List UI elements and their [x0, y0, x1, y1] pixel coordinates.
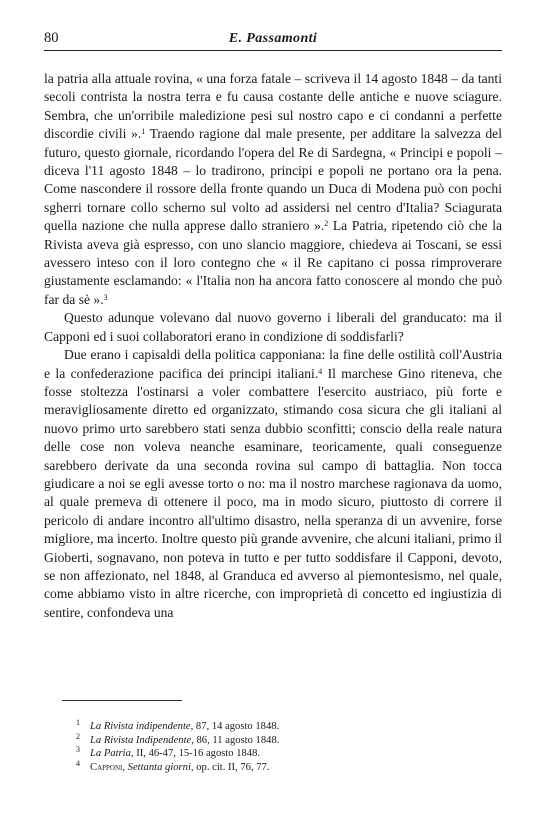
footnote: $^1$ La Rivista indipendente, 87, 14 agosto 1848.	[76, 718, 280, 732]
paragraph-text: Traendo ragione dal male presente, per additare la salvezza del futuro, questo giornale, ricordando l'opera del Re di Sardegna, « Principi e popoli – diceva l'11 agosto 1848 – lo tradirono, principi e popoli ne portano ora la pena. Come nascondere il rossore della fronte quando un Duca di Modena può con pochi sgherri tornare collo scherno sul volto ad assidersi nel centro d'Italia? Sciagurata quella nazione che nulla apprese dallo straniero ».	[44, 126, 502, 234]
paragraph-text: Questo adunque volevano dal nuovo governo i liberali del granducato: ma il Capponi ed i suoi collaboratori erano in condizione di soddisfarli?	[44, 310, 502, 344]
footnote-text: 87, 14 agosto 1848.	[193, 721, 280, 732]
paragraph	[44, 346, 502, 622]
running-head-author: E. Passamonti	[228, 31, 318, 46]
footnote-ref: 2	[324, 219, 329, 229]
footnote-title: La Rivista Indipendente,	[90, 734, 194, 746]
footnote-title: La Patria,	[90, 748, 134, 760]
footnotes	[76, 720, 496, 774]
paragraph	[44, 309, 502, 346]
footnote-text: 86, 11 agosto 1848.	[193, 734, 280, 746]
footnote-author: Capponi,	[90, 761, 125, 773]
running-header	[44, 28, 502, 51]
footnote-ref: 4	[318, 366, 323, 376]
paragraph	[44, 70, 502, 309]
paragraph-text: La Patria, ripetendo ciò che la Rivista aveva già espresso, con uno slancio maggiore, chiedeva ai Toscani, se essi avessero inteso con il loro contegno che « il Re capitano ci possa rimproverare giustamente esclamando: « l'Italia non ha ancora fatto conoscere al mondo che può far da sè ».	[44, 218, 502, 307]
footnote: $^2$ La Rivista Indipendente, 86, 11 agosto 1848.	[76, 731, 280, 746]
footnote: $^3$ La Patria, II, 46-47, 15-16 agosto 1848.	[76, 745, 261, 760]
footnote-title: La Rivista indipendente,	[90, 721, 194, 732]
paragraph-text: la patria alla attuale rovina, « una forza fatale – scriveva il 14 agosto 1848 – da tanti secoli contrista la nostra terra e fu causa costante delle antiche e nuove sciagure. Sembra, che un'orribile maledizione pesi sul nostro capo e ci condanni a perfette discordie civili ».	[44, 71, 502, 142]
footnote: $^4$ Capponi, Settanta giorni, op. cit. II, 76, 77.	[76, 758, 270, 773]
footnote-text: op. cit. II, 76, 77.	[193, 761, 270, 773]
footnote-text: II, 46-47, 15-16 agosto 1848.	[133, 748, 261, 760]
page-number: 80	[44, 30, 59, 46]
body-text	[44, 70, 502, 622]
paragraph-text: Il marchese Gino riteneva, che fosse stoltezza l'ostinarsi a voler combattere l'esercito austriaco, più forte e meravigliosamente diretto ed organizzato, stimando cosa sicura che gli italiani al nuovo primo urto sarebbero stati senza dubbio sconfitti; conscio della reale natura delle cose non voleva neanche esaminare, teoricamente, quali conseguenze sarebbero derivate da una seconda rovina sul campo di battaglia. Non tocca giudicare a noi se egli avesse torto o no: ma il nostro marchese ragionava da uomo, al quale premeva di ottenere il poco, ma in modo sicuro, piuttosto di correre il pericolo di andare incontro all'ultimo disastro, nella speranza di un avvenire, forse migliore, ma incerto. Inoltre questo più grande avvenire, che alcuni italiani, primo il Gioberti, sognavano, non poteva in tutto e per tutto soddisfare il Capponi, devoto, se non affezionato, nel 1848, al Granduca ed avverso al piemontesismo, nel quale, come abbiamo visto in altre ricerche, con improprietà di concetto ed ingiustizia di sentire, confondeva una	[44, 365, 502, 620]
footnote-title: Settanta giorni,	[125, 761, 194, 773]
paragraph-text: Due erano i capisaldi della politica capponiana: la fine delle ostilità coll'Austria e la confederazione pacifica dei principi italiani.	[44, 347, 502, 381]
footnote-ref: 3	[103, 292, 108, 302]
footnote-ref: 1	[141, 127, 146, 137]
footnote-divider	[62, 700, 182, 701]
